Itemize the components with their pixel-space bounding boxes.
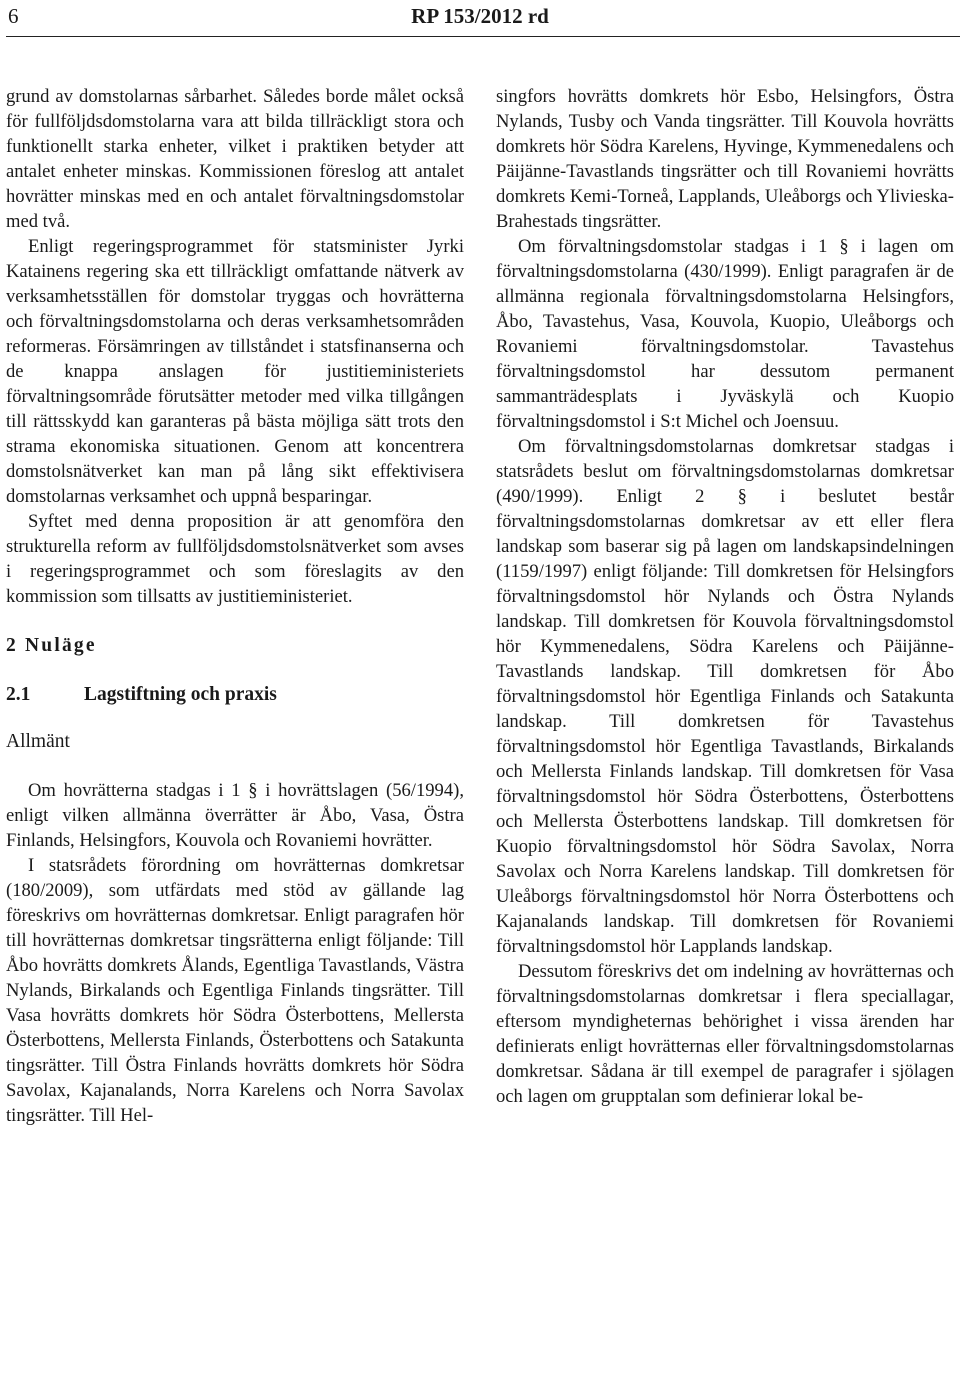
right-column <box>496 84 954 1109</box>
running-title: RP 153/2012 rd <box>411 4 549 28</box>
paragraph: Om förvaltningsdomstolar stadgas i 1 § i lagen om förvaltningsdomstolarna (430/1999). Enligt paragrafen är de allmänna regionala förvaltningsdomstolarna Helsingfors, Åbo, Tavastehus, Vasa, Kouvola, Kuopio, Uleåborgs och Rovaniemi förvaltningsdomstolar. Tavastehus förvaltningsdomstol har dessutom permanent sammanträdesplats i Jyväskylä och Kuopio förvaltningsdomstol i S:t Michel och Joensuu. <box>496 236 954 432</box>
page-header <box>0 0 960 44</box>
subsection-title: Lagstiftning och praxis <box>84 684 277 705</box>
paragraph: Om förvaltningsdomstolarnas domkretsar stadgas i statsrådets beslut om förvaltningsdomstolarnas domkretsar (490/1999). Enligt 2 § i beslutet består förvaltningsdomstolarnas domkretsar av ett eller flera landskap som baserar sig på lagen om landskapsindelningen (1159/1997) enligt följande: Till domkretsen för Helsingfors förvaltningsdomstol hör Nylands och Östra Nylands landskap. Till domkretsen för Kouvola förvaltningsdomstol hör Kymmenedalens, Södra Karelens och Päijänne-Tavastlands landskap. Till domkretsen för Åbo förvaltningsdomstol hör Egentliga Finlands och Satakunta landskap. Till domkretsen för Tavastehus förvaltningsdomstol hör Egentliga Tavastlands, Birkalands och Mellersta Finlands landskap. Till domkretsen för Vasa förvaltningsdomstol hör Södra Österbottens, Österbottens och Mellersta Österbottens landskap. Till domkretsen för Kuopio förvaltningsdomstol hör Södra Savolax, Norra Savolax och Norra Karelens landskap. Till domkretsen för Uleåborgs förvaltningsdomstol hör Norra Österbottens och Kajanalands landskap. Till domkretsen för Rovaniemi förvaltningsdomstol hör Lapplands landskap. <box>496 436 954 957</box>
left-column <box>6 84 464 1128</box>
subsection-number: 2.1 <box>6 684 31 705</box>
paragraph: Om hovrätterna stadgas i 1 § i hovrättslagen (56/1994), enligt vilken allmänna överrätter är Åbo, Vasa, Östra Finlands, Helsingfors, Kouvola och Rovaniemi hovrätter. <box>6 780 464 851</box>
paragraph: Syftet med denna proposition är att genomföra den strukturella reform av fullföljdsdomstolsnätverket som avses i regeringsprogrammet och som föreslagits av den kommission som tillsatts av justitieministeriet. <box>6 511 464 607</box>
header-rule <box>6 36 960 37</box>
section-heading: 2 Nuläge <box>6 635 97 656</box>
paragraph: singfors hovrätts domkrets hör Esbo, Helsingfors, Östra Nylands, Tusby och Vanda tingsrätter. Till Kouvola hovrätts domkrets hör Södra Karelens, Hyvinge, Kymmenedalens och Päijänne-Tavastlands tingsrätter och till Rovaniemi hovrätts domkrets Kemi-Torneå, Lapplands, Uleåborgs och Ylivieska-Brahestads tingsrätter. <box>496 86 954 232</box>
subheading: Allmänt <box>6 731 70 752</box>
paragraph: Dessutom föreskrivs det om indelning av hovrätternas och förvaltningsdomstolarnas domkretsar i flera speciallagar, eftersom myndigheternas behörighet i vissa ärenden har definierats enligt hovrätternas eller förvaltningsdomstolarnas domkretsar. Sådana är till exempel de paragrafer i sjölagen och lagen om grupptalan som definierar lokal be- <box>496 961 954 1107</box>
page-number: 6 <box>8 4 19 28</box>
paragraph: Enligt regeringsprogrammet för statsminister Jyrki Katainens regering ska ett tillräckligt omfattande nätverk av verksamhetsställen för domstolar tryggas och hovrätterna och förvaltningsdomstolarna och deras verksamhetsområden reformeras. Försämringen av tillståndet i statsfinanserna och de knappa anslagen för justitieministeriets förvaltningsområde förutsätter metoder med vilka tillgången till rättsskydd kan garanteras på bästa möjliga sätt trots den strama ekonomiska situationen. Genom att koncentrera domstolsnätverket kan man på lång sikt effektivisera domstolarnas verksamhet och uppnå besparingar. <box>6 236 464 507</box>
subsection-heading <box>6 682 464 707</box>
paragraph: grund av domstolarnas sårbarhet. Således borde målet också för fullföljdsdomstolarna vara att bilda tillräckligt stora och funktionellt starka enheter, vilket i praktiken betyder att antalet enheter minskas. Kommissionen föreslog att antalet hovrätter minskas med en och antalet förvaltningsdomstolar med två. <box>6 86 464 232</box>
paragraph: I statsrådets förordning om hovrätternas domkretsar (180/2009), som utfärdats med stöd av gällande lag föreskrivs om hovrätternas domkretsar. Enligt paragrafen hör till hovrätternas domkretsar tingsrätterna enligt följande: Till Åbo hovrätts domkrets Ålands, Egentliga Tavastlands, Västra Nylands, Birkalands och Egentliga Finlands tingsrätter. Till Vasa hovrätts domkrets hör Södra Österbottens, Mellersta Österbottens, Mellersta Finlands, Österbottens och Satakunta tingsrätter. Till Östra Finlands hovrätts domkrets hör Södra Savolax, Kajanalands, Norra Karelens och Norra Savolax tingsrätter. Till Hel- <box>6 855 464 1126</box>
